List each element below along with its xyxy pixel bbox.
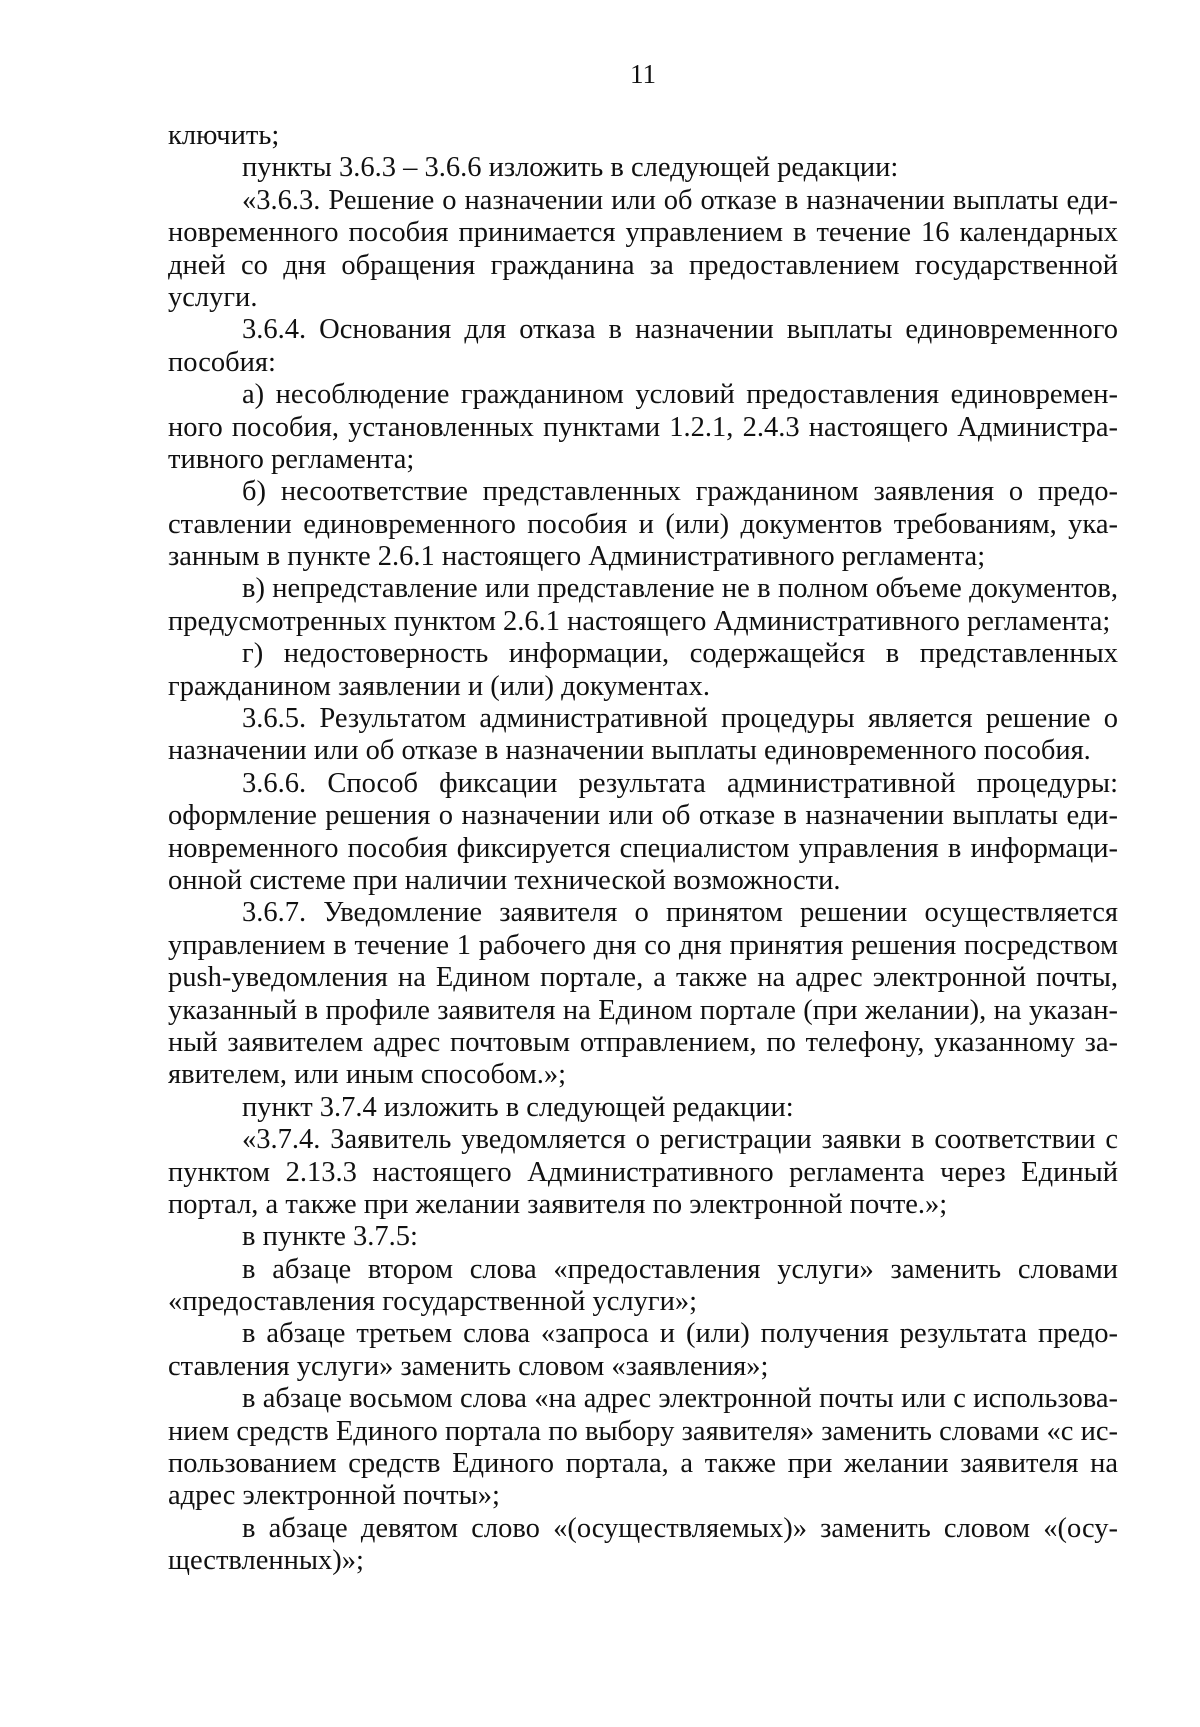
text-line: в абзаце девятом слово «(осуществляемых)» заменить словом «(осу- — [242, 1512, 1118, 1544]
page-number: 11 — [630, 59, 656, 89]
text-line: управлением в течение 1 рабочего дня со дня принятия решения посредством — [168, 929, 1118, 961]
text-line: «3.7.4. Заявитель уведомляется о регистрации заявки в соответствии с — [242, 1124, 1118, 1156]
text-line: 3.6.5. Результатом административной процедуры является решение о — [242, 703, 1118, 735]
text-line: в пункте 3.7.5: — [242, 1221, 418, 1253]
text-line: в абзаце втором слова «предоставления услуги» заменить словами — [242, 1253, 1118, 1285]
text-line: ключить; — [168, 120, 280, 151]
text-line: новременного пособия принимается управлением в течение 16 календарных — [168, 217, 1118, 249]
text-line: пункты 3.6.3 – 3.6.6 изложить в следующей редакции: — [242, 152, 899, 184]
text-line: ного пособия, установленных пунктами 1.2.1, 2.4.3 настоящего Администра- — [168, 411, 1118, 443]
text-line: в абзаце третьем слова «запроса и (или) получения результата предо- — [242, 1318, 1118, 1350]
text-line: тивного регламента; — [168, 443, 415, 475]
text-line: гражданином заявлении и (или) документах. — [168, 670, 710, 702]
text-line: push-уведомления на Едином портале, а также на адрес электронной почты, — [168, 962, 1118, 994]
text-line: указанный в профиле заявителя на Едином портале (при желании), на указан- — [168, 994, 1118, 1026]
text-line: б) несоответствие представленных гражданином заявления о предо- — [242, 476, 1118, 508]
text-line: 3.6.4. Основания для отказа в назначении выплаты единовременного — [242, 314, 1118, 346]
text-line: ществленных)»; — [168, 1545, 364, 1577]
text-line: а) несоблюдение гражданином условий предоставления единовремен- — [242, 379, 1118, 411]
text-line: в абзаце восьмом слова «на адрес электронной почты или с использова- — [242, 1383, 1118, 1415]
text-line: адрес электронной почты»; — [168, 1480, 500, 1512]
text-line: нием средств Единого портала по выбору заявителя» заменить словами «с ис- — [168, 1415, 1118, 1447]
document-page — [168, 0, 1118, 1727]
text-line: 3.6.6. Способ фиксации результата административной процедуры: — [242, 767, 1118, 799]
text-line: «3.6.3. Решение о назначении или об отказе в назначении выплаты еди- — [242, 184, 1118, 216]
text-line: назначении или об отказе в назначении выплаты единовременного пособия. — [168, 735, 1091, 767]
text-line: онной системе при наличии технической возможности. — [168, 864, 841, 896]
text-line: портал, а также при желании заявителя по электронной почте.»; — [168, 1188, 948, 1220]
text-line: пункт 3.7.4 изложить в следующей редакции: — [242, 1091, 794, 1123]
text-line: ный заявителем адрес почтовым отправлением, по телефону, указанному за- — [168, 1026, 1118, 1058]
text-line: 3.6.7. Уведомление заявителя о принятом решении осуществляется — [242, 897, 1118, 929]
text-line: пользованием средств Единого портала, а также при желании заявителя на — [168, 1448, 1118, 1480]
text-line: «предоставления государственной услуги»; — [168, 1286, 698, 1318]
text-line: дней со дня обращения гражданина за предоставлением государственной — [168, 249, 1118, 281]
document-body — [168, 120, 1118, 1578]
text-line: в) непредставление или представление не в полном объеме документов, — [242, 573, 1118, 605]
text-line: г) недостоверность информации, содержащейся в представленных — [242, 638, 1118, 670]
text-line: явителем, или иным способом.»; — [168, 1059, 567, 1091]
text-line: предусмотренных пунктом 2.6.1 настоящего Административного регламента; — [168, 605, 1111, 637]
text-line: пособия: — [168, 346, 276, 378]
text-line: пунктом 2.13.3 настоящего Административного регламента через Единый — [168, 1156, 1118, 1188]
text-line: занным в пункте 2.6.1 настоящего Административного регламента; — [168, 541, 986, 573]
text-line: новременного пособия фиксируется специалистом управления в информаци- — [168, 832, 1118, 864]
text-line: услуги. — [168, 281, 258, 313]
text-line: оформление решения о назначении или об отказе в назначении выплаты еди- — [168, 800, 1118, 832]
text-line: ставлении единовременного пособия и (или) документов требованиям, ука- — [168, 508, 1118, 540]
text-line: ставления услуги» заменить словом «заявления»; — [168, 1350, 769, 1382]
